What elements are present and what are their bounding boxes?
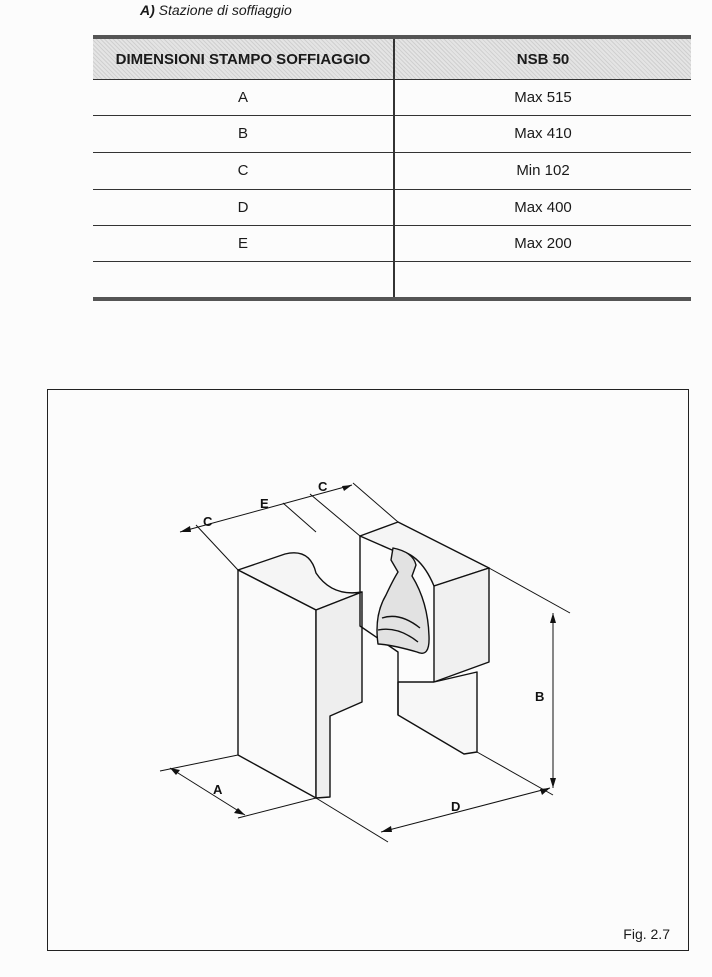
table-row bbox=[93, 115, 691, 152]
row-value: Min 102 bbox=[516, 162, 570, 179]
column-divider bbox=[393, 39, 395, 301]
row-label: B bbox=[237, 125, 248, 142]
row-label bbox=[93, 262, 393, 298]
left-mold-front bbox=[316, 592, 362, 798]
right-mold-front bbox=[434, 568, 489, 682]
mold-figure-frame bbox=[47, 389, 689, 951]
row-value: Max 410 bbox=[514, 125, 572, 142]
section-title-text: Stazione di soffiaggio bbox=[158, 2, 292, 18]
label-e: E bbox=[260, 496, 269, 511]
header-dimensions: DIMENSIONI STAMPO SOFFIAGGIO bbox=[115, 51, 371, 68]
right-mold-leg bbox=[398, 672, 477, 754]
row-value: Max 515 bbox=[514, 89, 572, 106]
label-c-left: C bbox=[203, 514, 213, 529]
label-c-right: C bbox=[318, 479, 328, 494]
table-bottom-rule bbox=[93, 297, 691, 301]
row-label: D bbox=[237, 199, 249, 216]
left-mold-side bbox=[238, 570, 316, 798]
row-value: Max 400 bbox=[514, 199, 572, 216]
row-label: C bbox=[237, 162, 249, 179]
section-prefix: A) bbox=[140, 2, 155, 18]
label-b: B bbox=[535, 689, 545, 704]
table-row bbox=[93, 225, 691, 262]
table-row bbox=[93, 79, 691, 116]
label-d: D bbox=[451, 799, 461, 814]
section-title bbox=[140, 2, 292, 18]
row-value: Max 200 bbox=[514, 235, 572, 252]
table-row bbox=[93, 189, 691, 226]
table-row bbox=[93, 152, 691, 189]
header-model: NSB 50 bbox=[516, 51, 570, 68]
row-label: E bbox=[237, 235, 248, 252]
row-label: A bbox=[237, 89, 248, 106]
table-row bbox=[93, 261, 691, 298]
row-value bbox=[395, 262, 691, 298]
mold-drawing bbox=[48, 390, 688, 950]
table-header-row bbox=[93, 39, 691, 79]
label-a: A bbox=[213, 782, 223, 797]
figure-caption: Fig. 2.7 bbox=[623, 926, 670, 942]
